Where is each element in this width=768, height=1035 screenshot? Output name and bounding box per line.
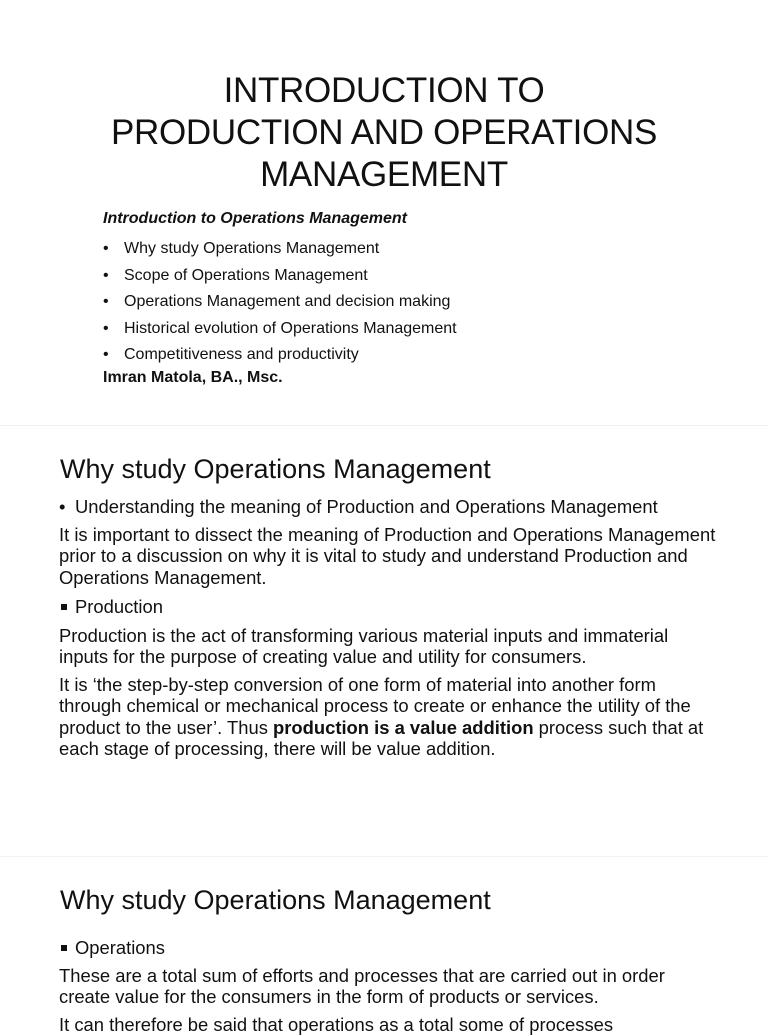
topic-item xyxy=(103,316,457,343)
topic-label: Competitiveness and productivity xyxy=(124,346,359,363)
paragraph xyxy=(59,674,719,760)
slide-subtitle: Introduction to Operations Management xyxy=(103,210,407,228)
topic-label: Historical evolution of Operations Management xyxy=(124,320,457,337)
square-bullet-icon xyxy=(61,604,67,610)
paragraph: It can therefore be said that operations as a total some of processes xyxy=(59,1014,719,1035)
paragraph: It is important to dissect the meaning of Production and Operations Management prior to a discussion on why it is vital to study and understand Production and Operations Management. xyxy=(59,524,719,589)
sub-bullet-text: Operations xyxy=(75,937,165,958)
title-line-1: INTRODUCTION TO xyxy=(40,70,728,112)
bullet-marker: • xyxy=(59,496,75,518)
bullet-text: Understanding the meaning of Production and Operations Management xyxy=(75,496,658,518)
title-line-2: PRODUCTION AND OPERATIONS xyxy=(40,112,728,154)
title-line-3: MANAGEMENT xyxy=(40,154,728,196)
slide-title xyxy=(40,70,728,196)
paragraph: These are a total sum of efforts and processes that are carried out in order create value for the consumers in the form of products or services. xyxy=(59,965,719,1008)
sub-bullet-item xyxy=(59,937,719,959)
topic-item xyxy=(103,263,457,290)
slide-3 xyxy=(0,857,768,1024)
slide-body xyxy=(59,937,719,1035)
topic-label: Why study Operations Management xyxy=(124,240,379,257)
paragraph: Production is the act of transforming various material inputs and immaterial inputs for the purpose of creating value and utility for consumers. xyxy=(59,625,719,668)
sub-bullet-item xyxy=(59,596,719,618)
topic-label: Scope of Operations Management xyxy=(124,267,368,284)
topic-item xyxy=(103,289,457,316)
slide-1 xyxy=(0,0,768,425)
bullet-marker: • xyxy=(103,263,124,290)
bold-text-run: production is a value addition xyxy=(273,717,534,738)
bullet-marker: • xyxy=(103,289,124,316)
slide-heading: Why study Operations Management xyxy=(60,454,491,485)
bullet-marker: • xyxy=(103,316,124,343)
slide-heading: Why study Operations Management xyxy=(60,885,491,916)
bullet-marker: • xyxy=(103,342,124,369)
sub-bullet-text: Production xyxy=(75,596,163,617)
topic-list xyxy=(103,236,457,369)
slide-2 xyxy=(0,426,768,856)
text-run: process such that at each stage of processing, there will be value addition. xyxy=(59,717,703,760)
square-bullet-icon xyxy=(61,945,67,951)
slide-body xyxy=(59,496,719,760)
bullet-marker: • xyxy=(103,236,124,263)
topic-label: Operations Management and decision making xyxy=(124,293,450,310)
bullet-item xyxy=(59,496,719,518)
text-run: It is ‘the step-by-step conversion of one form of material into another form through chemical or mechanical process to create or enhance the utility of the product to the user’. Thus xyxy=(59,674,691,738)
author-name: Imran Matola, BA., Msc. xyxy=(103,369,283,387)
topic-item xyxy=(103,342,457,369)
topic-item xyxy=(103,236,457,263)
